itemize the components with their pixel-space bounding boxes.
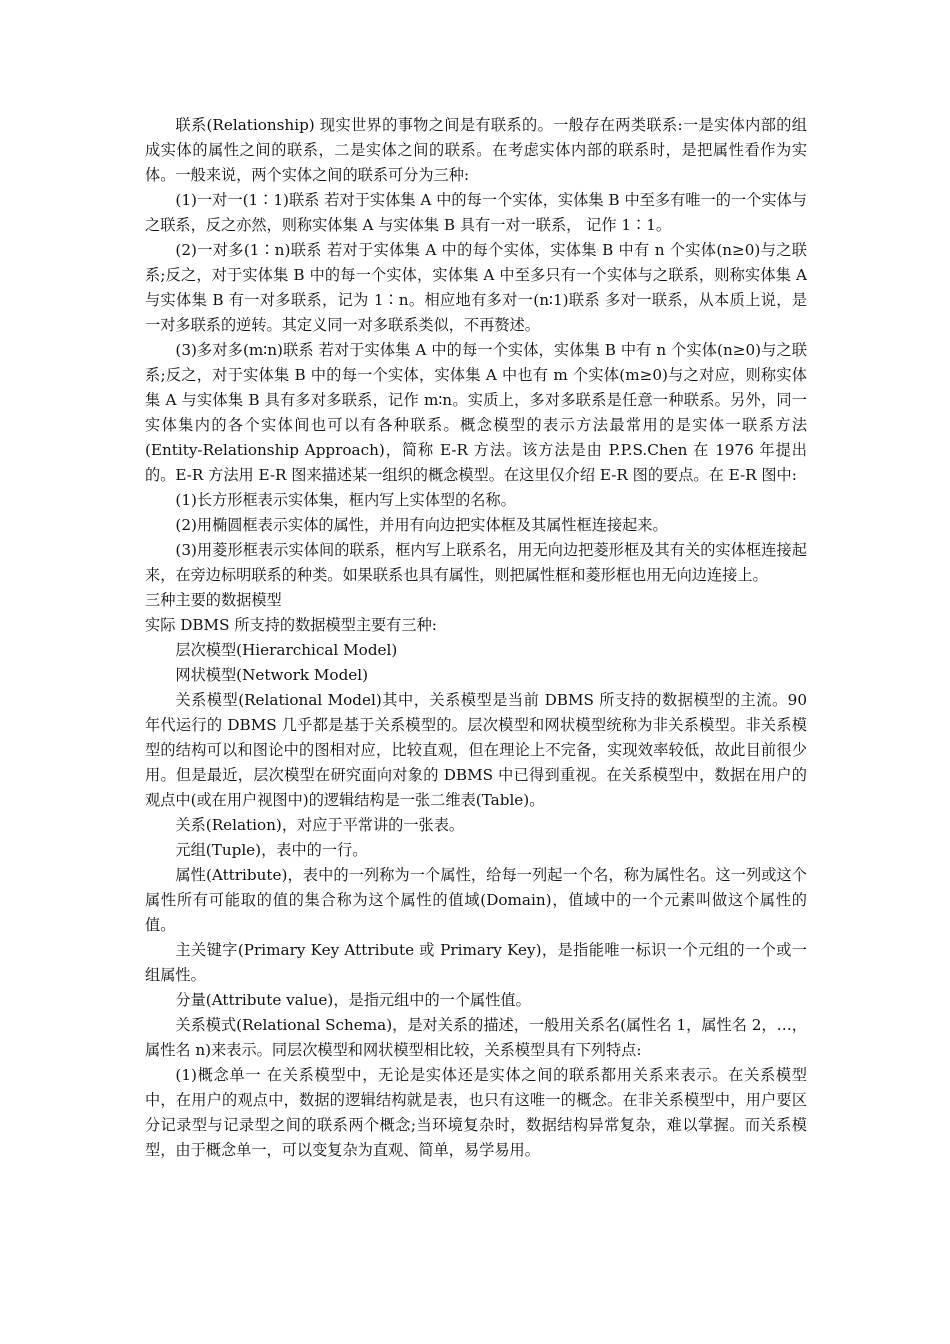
paragraph-tuple-def: 元组(Tuple)，表中的一行。 <box>175 841 368 859</box>
paragraph-dbms-models: 实际 DBMS 所支持的数据模型主要有三种: <box>145 616 437 634</box>
paragraph-single-concept: (1)概念单一 在关系模型中，无论是实体还是实体之间的联系都用关系来表示。在关系模型中，在用户的观点中，数据的逻辑结构就是表，也只有这唯一的概念。在非关系模型中，用户要区分记录型与记录型之间的联系两个概念;当环境复杂时，数据结构异常复杂，难以掌握。而关系模型，由于概念单一，可以变复杂为直观、简单，易学易用。 <box>145 1066 807 1159</box>
paragraph-attribute-value-def: 分量(Attribute value)，是指元组中的一个属性值。 <box>175 991 531 1009</box>
paragraph-attribute-def: 属性(Attribute)，表中的一列称为一个属性，给每一列起一个名，称为属性名。这一列或这个属性所有可能取的值的集合称为这个属性的值域(Domain)，值域中的一个元素叫做这个属性的值。 <box>145 866 807 934</box>
section-heading-data-models: 三种主要的数据模型 <box>145 591 282 609</box>
paragraph-relationship-intro: 联系(Relationship) 现实世界的事物之间是有联系的。一般存在两类联系:一是实体内部的组成实体的属性之间的联系，二是实体之间的联系。在考虑实体内部的联系时，是把属性看作为实体。一般来说，两个实体之间的联系可分为三种: <box>145 116 807 184</box>
paragraph-primary-key-def: 主关键字(Primary Key Attribute 或 Primary Key)，是指能唯一标识一个元组的一个或一组属性。 <box>145 941 807 984</box>
paragraph-relational-schema-def: 关系模式(Relational Schema)，是对关系的描述，一般用关系名(属性名 1，属性名 2，…，属性名 n)来表示。同层次模型和网状模型相比较，关系模型具有下列特点: <box>145 1016 807 1059</box>
paragraph-one-to-one: (1)一对一(1∶1)联系 若对于实体集 A 中的每一个实体，实体集 B 中至多有唯一的一个实体与之联系，反之亦然，则称实体集 A 与实体集 B 具有一对一联系， 记作 1∶1。 <box>145 191 807 234</box>
paragraph-relation-def: 关系(Relation)，对应于平常讲的一张表。 <box>175 816 465 834</box>
paragraph-relational-model: 关系模型(Relational Model)其中，关系模型是当前 DBMS 所支持的数据模型的主流。90 年代运行的 DBMS 几乎都是基于关系模型的。层次模型和网状模型统称为非关系模型。非关系模型的结构可以和图论中的图相对应，比较直观，但在理论上不完备，实现效率较低，故此目前很少用。但是最近，层次模型在研究面向对象的 DBMS 中已得到重视。在关系模型中，数据在用户的观点中(或在用户视图中)的逻辑结构是一张二维表(Table)。 <box>145 691 807 809</box>
document-body <box>145 113 807 1163</box>
paragraph-er-ellipse: (2)用椭圆框表示实体的属性，并用有向边把实体框及其属性框连接起来。 <box>175 516 668 534</box>
paragraph-one-to-many: (2)一对多(1∶n)联系 若对于实体集 A 中的每个实体，实体集 B 中有 n 个实体(n≥0)与之联系;反之，对于实体集 B 中的每一个实体，实体集 A 中至多只有一个实体与之联系，则称实体集 A 与实体集 B 有一对多联系，记为 1∶n。相应地有多对一(n∶1)联系 多对一联系，从本质上说，是一对多联系的逆转。其定义同一对多联系类似，不再赘述。 <box>145 241 807 334</box>
paragraph-network-model: 网状模型(Network Model) <box>175 666 369 684</box>
paragraph-many-to-many: (3)多对多(m∶n)联系 若对于实体集 A 中的每一个实体，实体集 B 中有 n 个实体(n≥0)与之联系;反之，对于实体集 B 中的每一个实体，实体集 A 中也有 m 个实体(m≥0)与之对应，则称实体集 A 与实体集 B 具有多对多联系，记作 m∶n。实质上，多对多联系是任意一种联系。另外，同一实体集内的各个实体间也可以有各种联系。概念模型的表示方法最常用的是实体一联系方法(Entity-Relationship Approach)，简称 E-R 方法。该方法是由 P.P.S.Chen 在 1976 年提出的。E-R 方法用 E-R 图来描述某一组织的概念模型。在这里仅介绍 E-R 图的要点。在 E-R 图中: <box>145 341 807 484</box>
paragraph-er-rectangle: (1)长方形框表示实体集，框内写上实体型的名称。 <box>175 491 516 509</box>
paragraph-hierarchical-model: 层次模型(Hierarchical Model) <box>175 641 398 659</box>
paragraph-er-diamond: (3)用菱形框表示实体间的联系，框内写上联系名，用无向边把菱形框及其有关的实体框连接起来，在旁边标明联系的种类。如果联系也具有属性，则把属性框和菱形框也用无向边连接上。 <box>145 541 807 584</box>
